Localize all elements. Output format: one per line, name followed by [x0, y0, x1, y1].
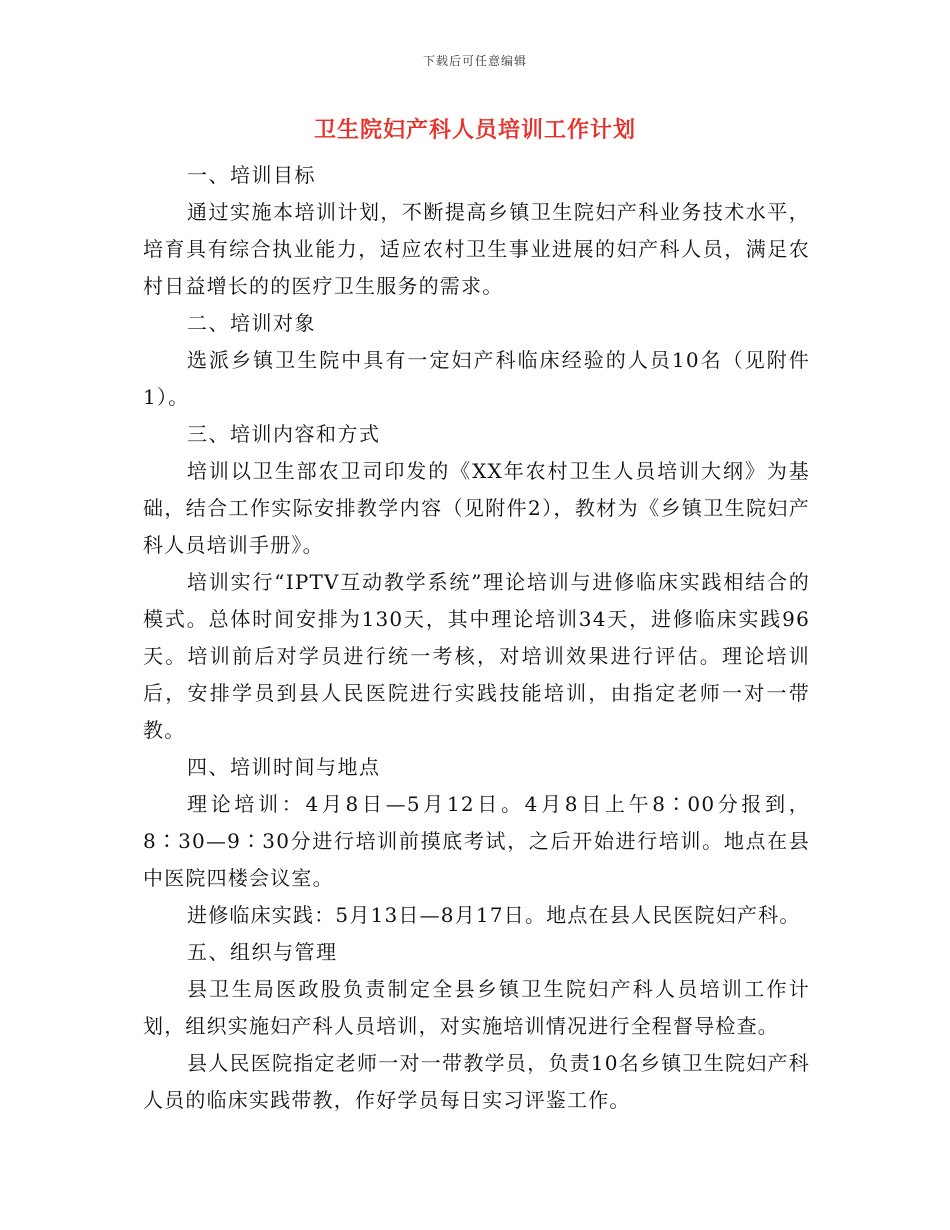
paragraph-management-bureau: 县卫生局医政股负责制定全县乡镇卫生院妇产科人员培训工作计划，组织实施妇产科人员培训，对实施培训情况进行全程督导检查。	[143, 977, 810, 1038]
section-heading-content-method: 三、培训内容和方式	[187, 422, 381, 446]
document-body	[143, 157, 810, 1119]
section-heading-goals: 一、培训目标	[187, 163, 316, 187]
paragraph-content: 培训以卫生部农卫司印发的《XX年农村卫生人员培训大纲》为基础，结合工作实际安排教学内容（见附件2），教材为《乡镇卫生院妇产科人员培训手册》。	[143, 459, 810, 557]
paragraph-trainees: 选派乡镇卫生院中具有一定妇产科临床经验的人员10名（见附件1）。	[143, 348, 810, 409]
document-title: 卫生院妇产科人员培训工作计划	[313, 117, 636, 143]
section-heading-management: 五、组织与管理	[187, 940, 338, 964]
paragraph-management-hospital: 县人民医院指定老师一对一带教学员，负责10名乡镇卫生院妇产科人员的临床实践带教，作好学员每日实习评鉴工作。	[143, 1051, 810, 1112]
paragraph-theory-schedule: 理论培训：4月8日—5月12日。4月8日上午8∶00分报到，8∶30—9∶30分进行培训前摸底考试，之后开始进行培训。地点在县中医院四楼会议室。	[143, 792, 810, 890]
paragraph-goals: 通过实施本培训计划，不断提高乡镇卫生院妇产科业务技术水平，培育具有综合执业能力，适应农村卫生事业进展的妇产科人员，满足农村日益增长的的医疗卫生服务的需求。	[143, 200, 810, 298]
paragraph-method: 培训实行“IPTV互动教学系统”理论培训与进修临床实践相结合的模式。总体时间安排为130天，其中理论培训34天，进修临床实践96天。培训前后对学员进行统一考核，对培训效果进行评估。理论培训后，安排学员到县人民医院进行实践技能培训，由指定老师一对一带教。	[143, 570, 810, 742]
paragraph-clinical-schedule: 进修临床实践：5月13日—8月17日。地点在县人民医院妇产科。	[187, 903, 801, 927]
section-heading-trainees: 二、培训对象	[187, 311, 316, 335]
page-header-note: 下载后可任意编辑	[422, 54, 527, 68]
section-heading-time-place: 四、培训时间与地点	[187, 755, 381, 779]
